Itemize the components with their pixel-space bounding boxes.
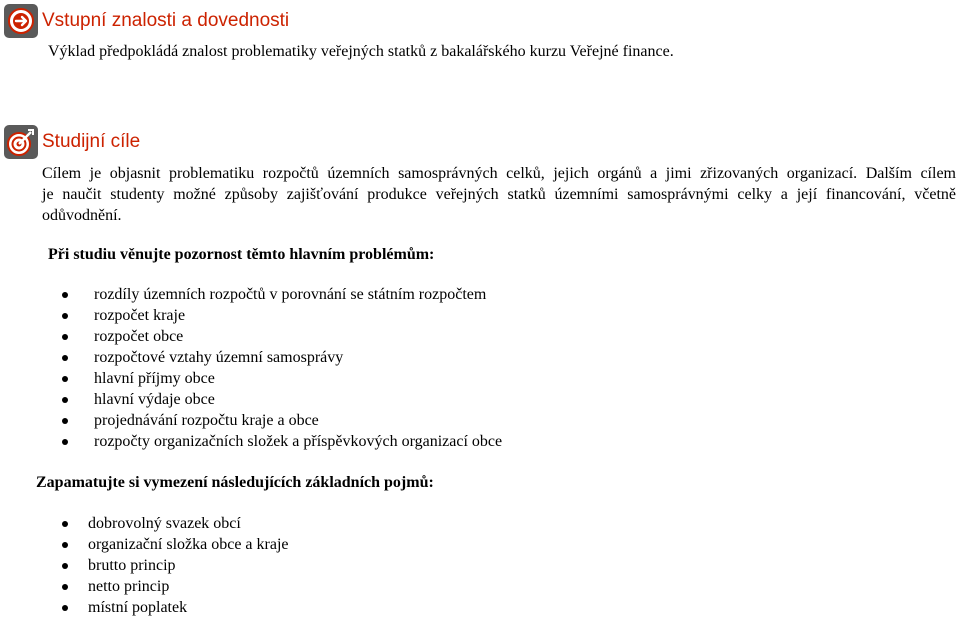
list-item: hlavní výdaje obce [62,389,502,410]
cile-paragraph [42,163,956,226]
list-item: hlavní příjmy obce [62,368,502,389]
cile-paragraph-line: Cílem je objasnit problematiku rozpočtů územních samosprávných celků, jejich orgánů a jimi zřizovaných organizací. Dalším cílem [42,165,956,182]
cile-paragraph-line: je naučit studenty možné způsoby zajišťování produkce veřejných statků územními samosprávnými celky a její financování, včetně [42,186,956,203]
list-item: projednávání rozpočtu kraje a obce [62,410,502,431]
section-vstupni-header [4,4,289,38]
problemy-list [62,284,502,452]
pojmy-title: Zapamatujte si vymezení následujících základních pojmů: [36,474,434,491]
bullet-icon [62,563,68,569]
list-item: rozpočty organizačních složek a příspěvkových organizací obce [62,431,502,452]
bullet-icon [62,376,68,382]
list-item: rozdíly územních rozpočtů v porovnání se státním rozpočtem [62,284,502,305]
bullet-icon [62,334,68,340]
list-item: organizační složka obce a kraje [62,534,289,555]
bullet-icon [62,605,68,611]
cile-paragraph-line: odůvodnění. [42,207,122,224]
list-item: místní poplatek [62,597,289,618]
arrow-right-circle-icon [4,4,38,38]
bullet-icon [62,355,68,361]
bullet-icon [62,584,68,590]
problemy-title: Při studiu věnujte pozornost těmto hlavním problémům: [48,246,435,263]
bullet-icon [62,418,68,424]
section-heading-cile: Studijní cíle [42,131,141,152]
bullet-icon [62,521,68,527]
section-cile-header [4,125,140,159]
list-item: rozpočtové vztahy územní samosprávy [62,347,502,368]
list-item: dobrovolný svazek obcí [62,513,289,534]
bullet-icon [62,313,68,319]
vstupni-text: Výklad předpokládá znalost problematiky veřejných statků z bakalářského kurzu Veřejné finance. [48,43,674,60]
bullet-icon [62,292,68,298]
pojmy-list [62,513,289,618]
bullet-icon [62,542,68,548]
bullet-icon [62,439,68,445]
list-item: brutto princip [62,555,289,576]
section-heading-vstupni: Vstupní znalosti a dovednosti [42,10,290,31]
bullet-icon [62,397,68,403]
list-item: netto princip [62,576,289,597]
target-icon [4,125,38,159]
list-item: rozpočet kraje [62,305,502,326]
list-item: rozpočet obce [62,326,502,347]
